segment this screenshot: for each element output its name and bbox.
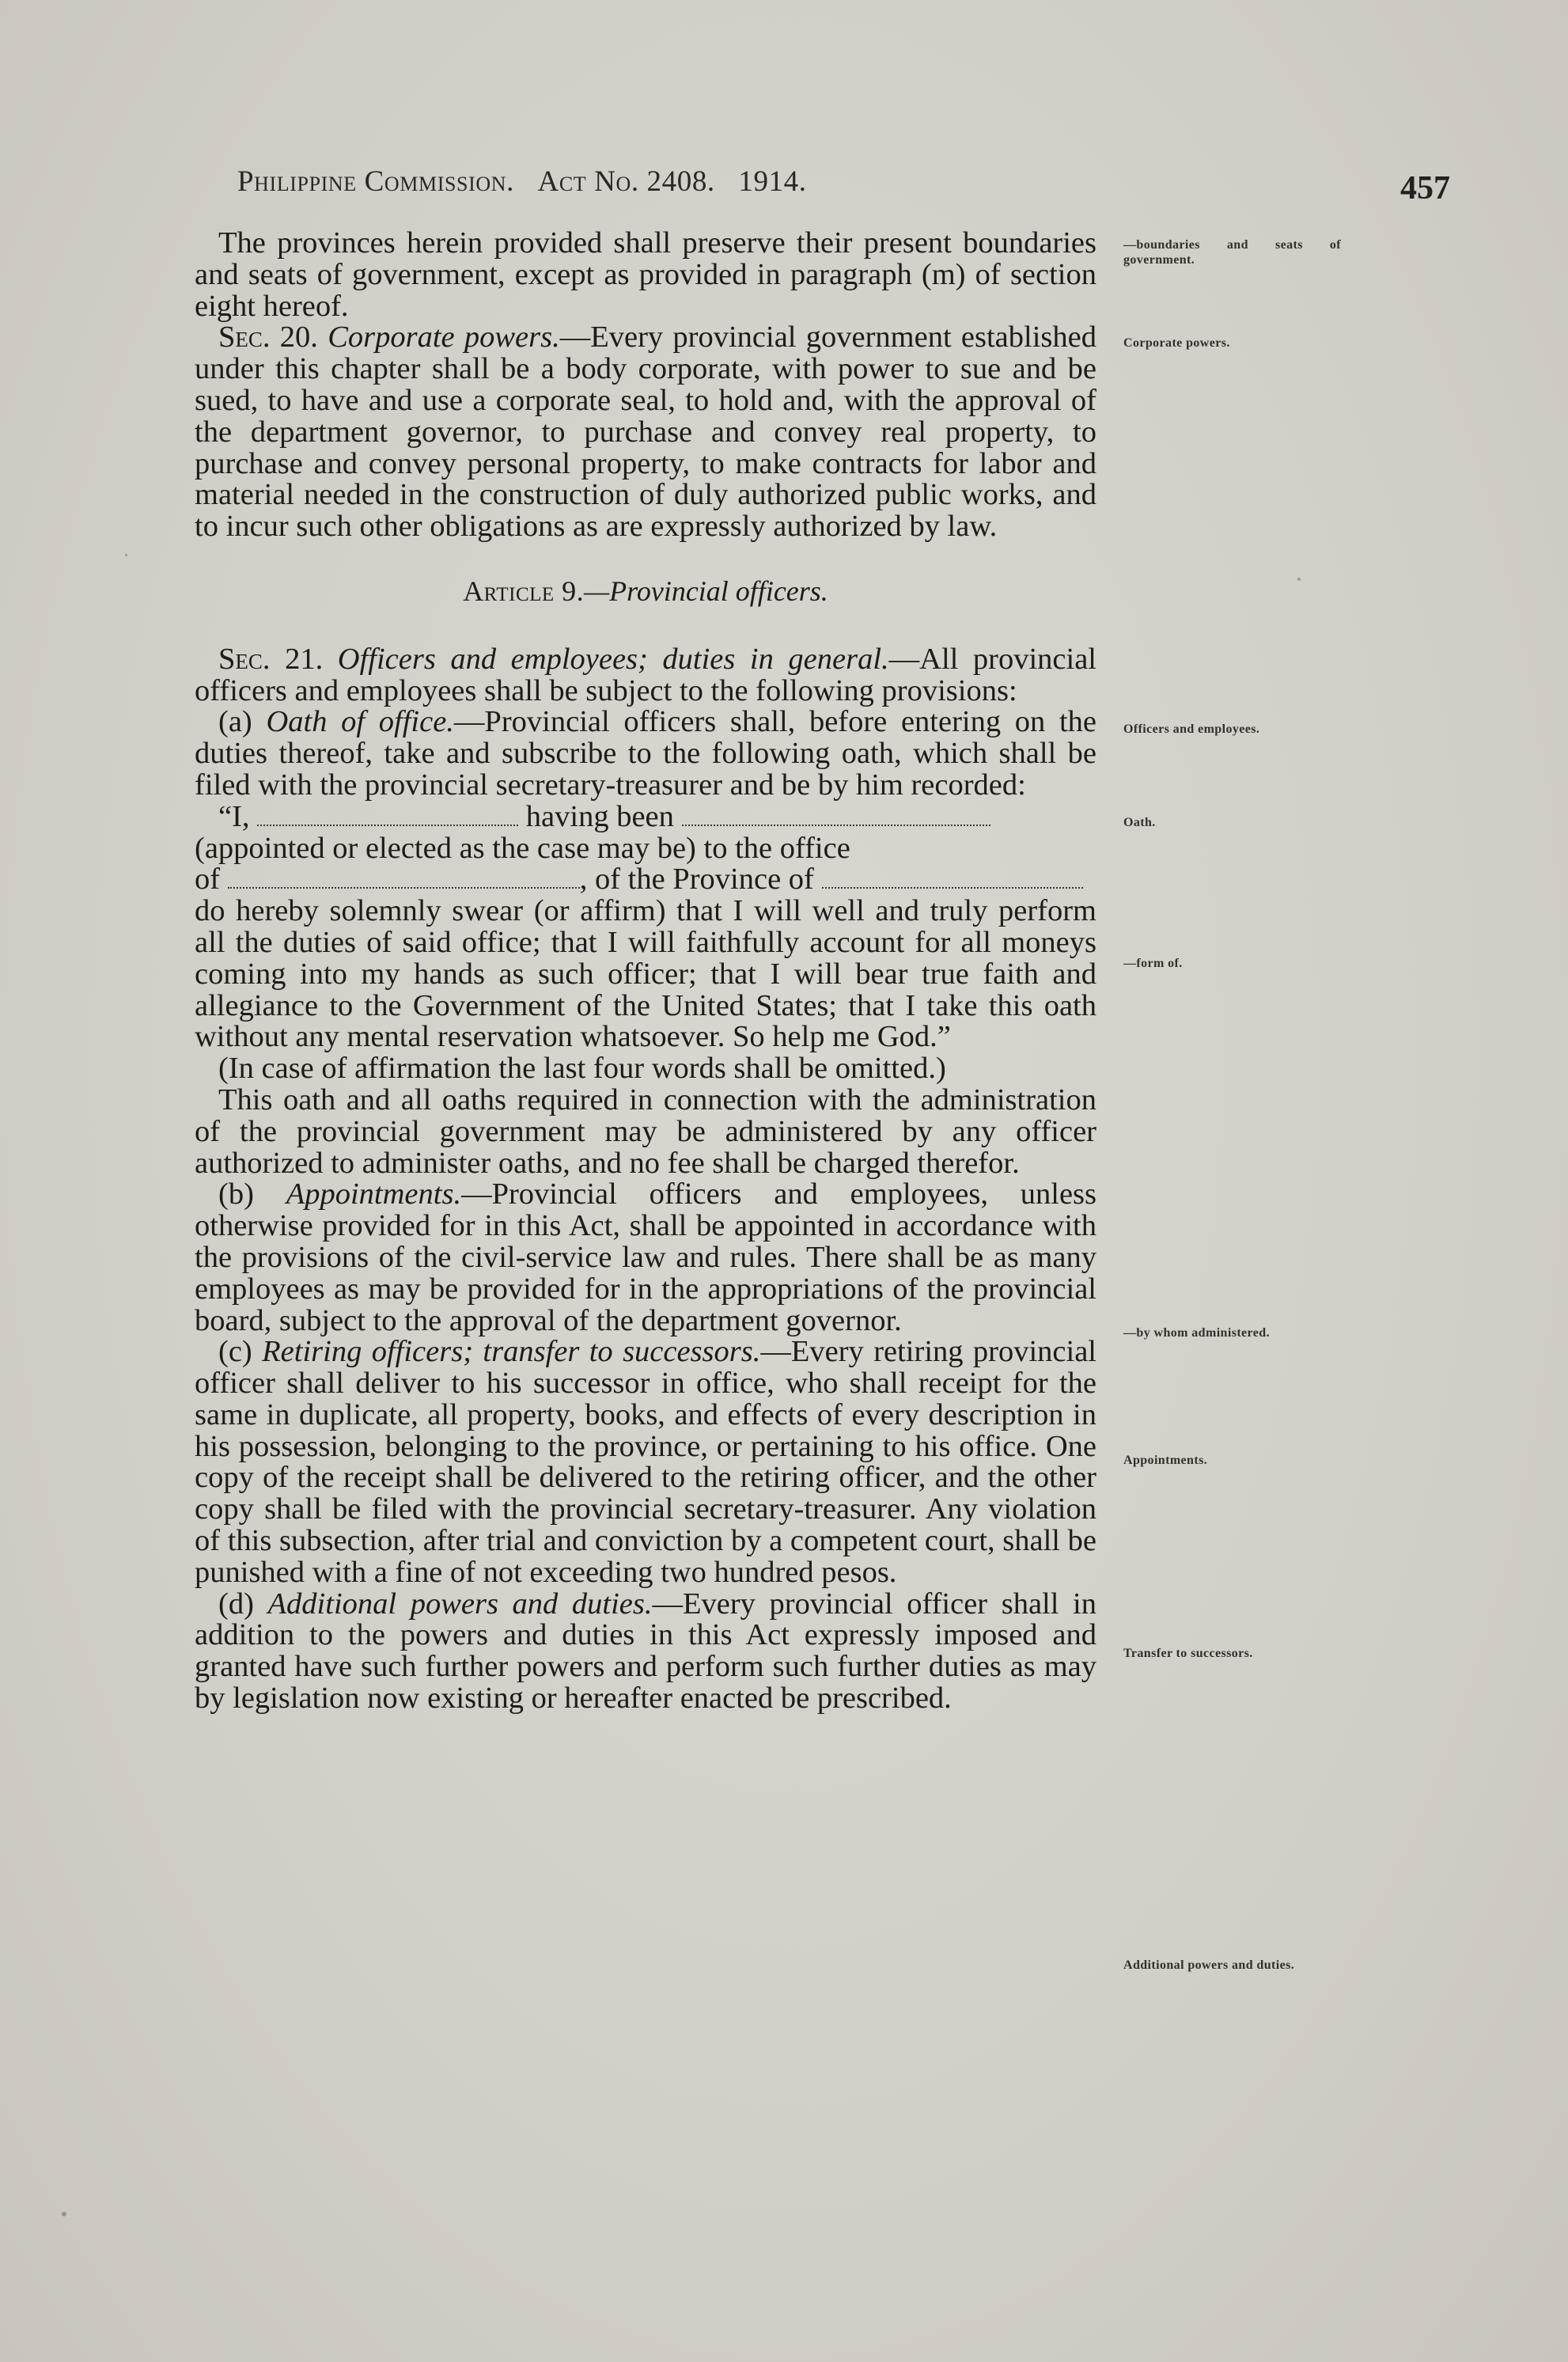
oath-text: “I, (218, 799, 250, 833)
subsection-text: —Every provincial officer shall in addition to the powers and duties in this Act expressly imposed and granted have such further powers and perform such further duties as may by legislation now existing or hereafter enacted be prescribed. (195, 1587, 1097, 1716)
oath-body: do hereby solemnly swear (or affirm) that I will well and truly perform all the duties of said office; that I will faithfully account for all moneys coming into my hands as such officer; that I will bear true faith and allegiance to the Government of the United States; that I take this oath without any mental reservation whatsoever. So help me God.” (195, 894, 1096, 1054)
subsection-heading: Retiring officers; transfer to successors. (262, 1335, 761, 1369)
subsection-d (195, 1589, 1096, 1715)
administered-paragraph: This oath and all oaths required in connection with the administration of the provincial government may be administered by any officer authorized to administer oaths, and no fee shall be charged therefor. (195, 1082, 1096, 1180)
subsection-text: —Provincial officers and employees, unless otherwise provided for in this Act, shall be appointed in accordance with the provisions of the civil-service law and rules. There shall be as many employees as may be provided for in the appropriations of the provincial board, subject to the approval of the department governor. (195, 1177, 1097, 1337)
blank-name-field (257, 817, 518, 826)
page-number: 457 (1400, 170, 1450, 207)
running-header (237, 165, 1084, 199)
section-label: Sec. 21. (218, 642, 324, 676)
act-title: Act No. 2408. (537, 165, 715, 198)
margin-note-transfer: Transfer to successors. (1123, 1647, 1253, 1660)
section-heading: Corporate powers. (328, 320, 560, 354)
oath-text: having been (525, 799, 674, 833)
section-label: Sec. 20. (218, 320, 318, 354)
scan-speck (62, 2212, 66, 2216)
margin-note-officers: Officers and employees. (1123, 722, 1260, 736)
article-heading (195, 576, 1096, 608)
subsection-heading: Appointments. (286, 1177, 462, 1211)
margin-note-additional: Additional powers and duties. (1123, 1958, 1295, 1972)
subsection-heading: Oath of office. (266, 705, 454, 739)
subsection-text: —Provincial officers shall, before entering on the duties thereof, take and subscribe to the following oath, which shall be filed with the provincial secretary-treasurer and be by him recorded: (195, 705, 1097, 802)
subsection-label: (a) (218, 705, 252, 739)
blank-office-name-field (228, 879, 580, 889)
margin-note-boundaries: —boundaries and seats of government. (1123, 238, 1341, 267)
subsection-label: (b) (218, 1177, 254, 1211)
margin-note-corporate-powers: Corporate powers. (1123, 336, 1230, 350)
margin-note-oath: Oath. (1123, 816, 1156, 829)
subsection-b (195, 1179, 1096, 1336)
section-21 (195, 644, 1096, 707)
subsection-c (195, 1336, 1096, 1588)
oath-line-1 (195, 799, 1096, 833)
affirmation-note: (In case of affirmation the last four words shall be omitted.) (218, 1052, 946, 1086)
oath-line-3 (195, 864, 1096, 896)
oath-text: , of the Province of (579, 863, 814, 897)
body-text (195, 228, 1096, 1715)
oath-text: of (195, 863, 221, 897)
margin-note-appointments: Appointments. (1123, 1454, 1208, 1467)
article-title: —Provincial officers. (584, 574, 828, 607)
scan-speck (125, 554, 127, 556)
year: 1914. (738, 165, 807, 198)
subsection-text: —Every retiring provincial officer shall deliver to his successor in office, who shall receipt for the same in duplicate, all property, books, and effects of every description in his possession, belonging to the province, or pertaining to his office. One copy of the receipt shall be delivered to the retiring officer, and the other copy shall be filed with the provincial secretary-treasurer. Any violation of this subsection, after trial and conviction by a competent court, shall be punished with a fine of not exceeding two hundred pesos. (195, 1335, 1096, 1589)
subsection-label: (d) (218, 1587, 254, 1621)
oath-form (195, 799, 1096, 1054)
running-title: Philippine Commission. (237, 165, 514, 198)
scan-speck (1297, 578, 1301, 581)
margin-note-form: —form of. (1123, 957, 1183, 970)
article-label: Article 9. (463, 574, 585, 607)
section-20 (195, 322, 1096, 543)
blank-office-field (682, 817, 990, 826)
section-text: —Every provincial government established under this chapter shall be a body corporate, with power to sue and be sued, to have and use a corporate seal, to hold and, with the approval of the department governor, to purchase and convey real property, to purchase and convey personal property, to make contracts for labor and material needed in the construction of duly authorized public works, and to incur such other obligations as are expressly authorized by law. (195, 320, 1096, 544)
subsection-heading: Additional powers and duties. (267, 1587, 653, 1621)
blank-province-field (822, 879, 1083, 889)
margin-note-administered: —by whom administered. (1123, 1326, 1270, 1340)
subsection-label: (c) (218, 1335, 252, 1369)
section-heading: Officers and employees; duties in general. (337, 642, 889, 676)
section-text: —All provincial officers and employees shall be subject to the following provisions: (195, 642, 1096, 707)
subsection-a (195, 707, 1096, 801)
paragraph-boundaries: The provinces herein provided shall preserve their present boundaries and seats of government, except as provided in paragraph (m) of section eight hereof. (195, 226, 1096, 323)
oath-line-2: (appointed or elected as the case may be) to the office (195, 831, 850, 865)
